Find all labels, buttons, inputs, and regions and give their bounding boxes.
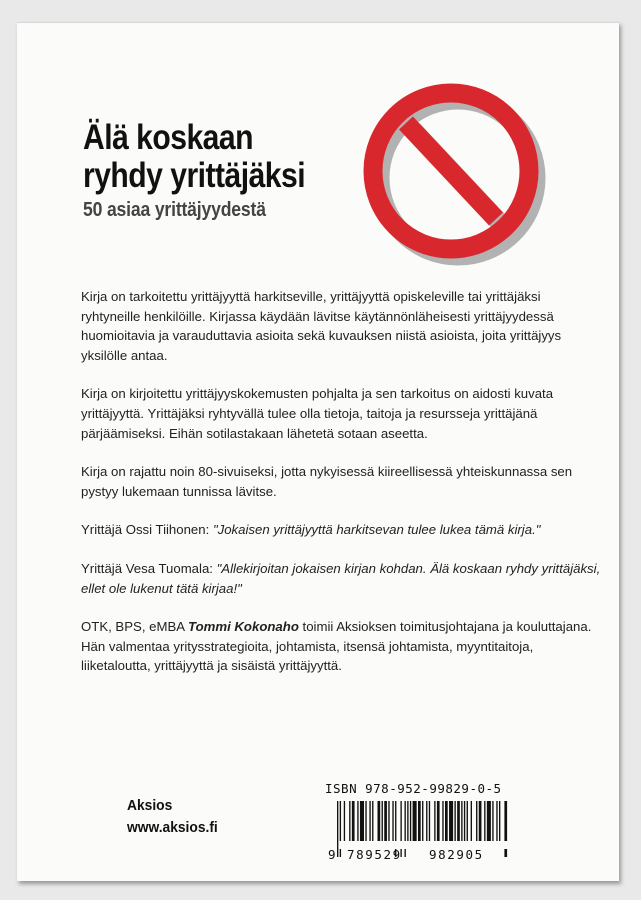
testimonial-1 bbox=[81, 520, 601, 540]
description-paragraph-3: Kirja on rajattu noin 80-sivuiseksi, jotta nykyisessä kiireellisessä yhteiskunnassa sen pystyy lukemaan tunnissa lävitse. bbox=[81, 464, 573, 499]
testimonial-2-quote: "Allekirjoitan jokaisen kirjan kohdan. Älä koskaan ryhdy yrittäjäksi, ellet ole lukenut tätä kirjaa!" bbox=[81, 560, 601, 596]
book-back-cover bbox=[17, 22, 619, 881]
prohibition-sign-icon bbox=[361, 81, 547, 267]
author-bio-text: toimii Aksioksen toimitusjohtajana ja kouluttajana. Hän valmentaa yritysstrategioita, johtamista, itsensä johtamista, myyntitaitoja, liiketaloutta, yrittäjyyttä ja sisäistä yrittäjyyttä. bbox=[81, 619, 592, 674]
book-subtitle: 50 asiaa yrittäjyydestä bbox=[83, 199, 266, 221]
testimonial-1-speaker: Yrittäjä Ossi Tiihonen: bbox=[81, 522, 213, 538]
book-title-line-1: Älä koskaan bbox=[83, 118, 254, 157]
description-paragraph-1: Kirja on tarkoitettu yrittäjyyttä harkitseville, yrittäjyyttä opiskeleville tai yrittäjäksi ryhtyneille henkilöille. Kirjassa käydään lävitse käytännönläheisesti yrittäjyydessä huomioitavia ja varauduttavia asioita sekä kuvauksen niistä asioista, joita yrittäjyys yksilölle antaa. bbox=[81, 289, 562, 363]
publisher-website: www.aksios.fi bbox=[127, 819, 218, 836]
publisher-info bbox=[127, 795, 218, 839]
barcode-left-digits: 789529 bbox=[347, 847, 402, 862]
barcode-right-digits: 982905 bbox=[429, 847, 484, 862]
barcode-digits bbox=[325, 841, 521, 863]
barcode-lead-digit: 9 bbox=[328, 847, 336, 862]
book-title-line-2: ryhdy yrittäjäksi bbox=[83, 156, 306, 195]
description-paragraph-2: Kirja on kirjoitettu yrittäjyyskokemusten pohjalta ja sen tarkoitus on aidosti kuvata yrittäjyyttä. Yrittäjäksi ryhtyvällä tulee olla tietoja, taitoja ja resursseja yrittäjänä pärjäämiseksi. Eihän sotilastakaan lähetetä sotaan aseetta. bbox=[81, 386, 554, 441]
author-name: Tommi Kokonaho bbox=[188, 619, 299, 635]
publisher-name: Aksios bbox=[127, 797, 173, 814]
isbn-label: ISBN 978-952-99829-0-5 bbox=[325, 781, 502, 796]
testimonial-1-quote: "Jokaisen yrittäjyyttä harkitsevan tulee lukea tämä kirja." bbox=[212, 522, 541, 538]
author-credentials: OTK, BPS, eMBA bbox=[81, 619, 188, 635]
description-text bbox=[81, 287, 601, 695]
testimonial-2-speaker: Yrittäjä Vesa Tuomala: bbox=[81, 560, 217, 576]
testimonial-2 bbox=[81, 559, 601, 598]
book-title bbox=[83, 119, 305, 195]
author-bio bbox=[81, 617, 601, 676]
